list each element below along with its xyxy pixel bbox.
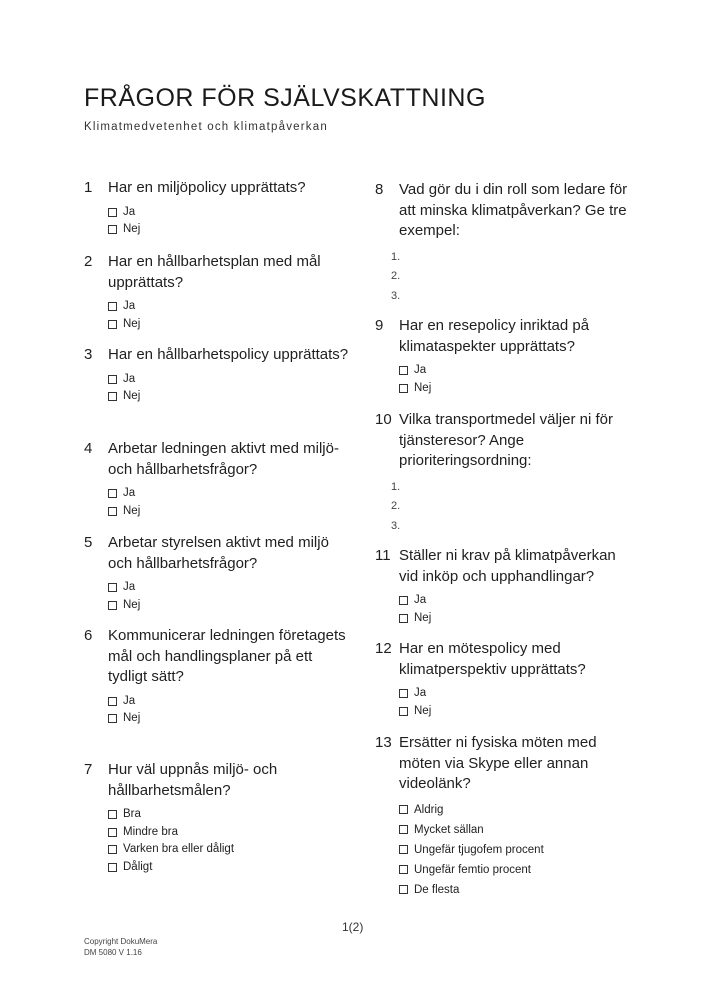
question-text: Kommunicerar ledningen företagets mål och handlingsplaner på ett tydligt sätt? (108, 627, 346, 685)
option-label: De flesta (414, 883, 460, 896)
checkbox[interactable] (399, 596, 408, 605)
checkbox[interactable] (108, 375, 117, 384)
document-id: DM 5080 V 1.16 (84, 948, 142, 957)
question-text: Ställer ni krav på klimatpåverkan vid inköp och upphandlingar? (399, 547, 616, 585)
checkbox[interactable] (108, 601, 117, 610)
question-number: 6 (84, 627, 93, 644)
question-text: Arbetar styrelsen aktivt med miljö och hållbarhetsfrågor? (108, 534, 329, 572)
checkbox[interactable] (399, 825, 408, 834)
question-number: 3 (84, 346, 93, 363)
checkbox[interactable] (399, 689, 408, 698)
option-label: Ungefär femtio procent (414, 863, 531, 876)
question-4 (84, 439, 349, 520)
numbered-item: 1. (391, 250, 401, 263)
option-label: Ja (123, 694, 136, 707)
checkbox[interactable] (399, 845, 408, 854)
checkbox[interactable] (108, 320, 117, 329)
option-label: Nej (414, 381, 432, 394)
checkbox[interactable] (108, 697, 117, 706)
checkbox[interactable] (108, 225, 117, 234)
question-text: Hur väl uppnås miljö- och hållbarhetsmålen? (108, 761, 278, 799)
question-text: Har en resepolicy inriktad på klimataspekter upprättats? (399, 317, 590, 355)
question-number: 5 (84, 534, 93, 551)
question-text: Vilka transportmedel väljer ni för tjänsteresor? Ange prioriteringsordning: (399, 411, 613, 469)
option-label: Nej (123, 390, 141, 402)
checkbox[interactable] (399, 865, 408, 874)
option-label: Nej (123, 504, 141, 517)
option-label: Nej (414, 611, 432, 624)
question-6 (84, 626, 349, 728)
checkbox[interactable] (108, 392, 117, 401)
question-text: Vad gör du i din roll som ledare för att minska klimatpåverkan? Ge tre exempel: (399, 181, 628, 239)
numbered-item: 3. (391, 519, 401, 532)
question-13 (375, 733, 635, 900)
question-5 (84, 533, 349, 614)
question-1 (84, 178, 349, 239)
footer-copyright (84, 936, 157, 958)
question-10 (375, 410, 635, 536)
question-number: 4 (84, 440, 93, 457)
page-number: 1(2) (342, 920, 364, 934)
checkbox[interactable] (108, 507, 117, 516)
option-label: Ja (414, 687, 427, 699)
checkbox[interactable] (399, 707, 408, 716)
option-label: Ja (123, 205, 136, 218)
question-9 (375, 316, 635, 397)
question-8 (375, 180, 635, 306)
question-text: Arbetar ledningen aktivt med miljö- och hållbarhetsfrågor? (108, 440, 339, 478)
option-label: Ja (123, 581, 136, 593)
question-2 (84, 252, 349, 333)
question-number: 1 (84, 179, 93, 196)
question-number: 12 (375, 640, 392, 657)
option-label: Bra (123, 808, 141, 820)
question-7 (84, 760, 349, 876)
option-label: Ungefär tjugofem procent (414, 843, 544, 856)
question-text: Har en miljöpolicy upprättats? (108, 179, 306, 196)
checkbox[interactable] (108, 863, 117, 872)
checkbox[interactable] (108, 714, 117, 723)
option-label: Ja (123, 372, 136, 385)
copyright-text: Copyright DokuMera (84, 937, 158, 946)
question-11 (375, 546, 635, 627)
option-label: Mycket sällan (414, 823, 484, 836)
page-subtitle: Klimatmedvetenhet och klimatpåverkan (84, 121, 328, 133)
option-label: Nej (123, 317, 141, 330)
question-text: Ersätter ni fysiska möten med möten via Skype eller annan videolänk? (399, 734, 597, 792)
option-label: Dåligt (123, 860, 153, 873)
checkbox[interactable] (108, 828, 117, 837)
checkbox[interactable] (399, 885, 408, 894)
checkbox[interactable] (108, 489, 117, 498)
checkbox[interactable] (108, 302, 117, 311)
option-label: Varken bra eller dåligt (123, 843, 235, 855)
question-number: 8 (375, 181, 384, 198)
option-label: Aldrig (414, 803, 444, 816)
checkbox[interactable] (399, 614, 408, 623)
option-label: Nej (414, 704, 432, 717)
question-text: Har en hållbarhetspolicy upprättats? (108, 346, 349, 363)
page-title: FRÅGOR FÖR SJÄLVSKATTNING (84, 84, 486, 112)
checkbox[interactable] (108, 208, 117, 217)
numbered-item: 2. (391, 270, 401, 282)
option-label: Mindre bra (123, 825, 178, 838)
question-text: Har en hållbarhetsplan med mål upprättats? (108, 253, 321, 291)
option-label: Ja (123, 300, 136, 312)
numbered-item: 1. (391, 480, 401, 493)
option-label: Nej (123, 712, 141, 724)
checkbox[interactable] (108, 583, 117, 592)
checkbox[interactable] (108, 845, 117, 854)
question-number: 13 (375, 734, 392, 751)
checkbox[interactable] (399, 384, 408, 393)
checkbox[interactable] (399, 805, 408, 814)
question-number: 10 (375, 411, 392, 428)
numbered-item: 3. (391, 289, 401, 302)
question-number: 2 (84, 253, 93, 270)
option-label: Nej (123, 598, 141, 611)
numbered-item: 2. (391, 500, 401, 512)
question-number: 7 (84, 761, 93, 778)
option-label: Ja (414, 594, 427, 606)
option-label: Ja (414, 364, 427, 376)
checkbox[interactable] (108, 810, 117, 819)
checkbox[interactable] (399, 366, 408, 375)
question-12 (375, 639, 635, 720)
question-text: Har en mötespolicy med klimatperspektiv upprättats? (399, 640, 586, 678)
option-label: Ja (123, 487, 136, 499)
question-3 (84, 345, 349, 406)
question-number: 9 (375, 317, 384, 334)
question-number: 11 (375, 547, 391, 564)
option-label: Nej (123, 223, 141, 235)
